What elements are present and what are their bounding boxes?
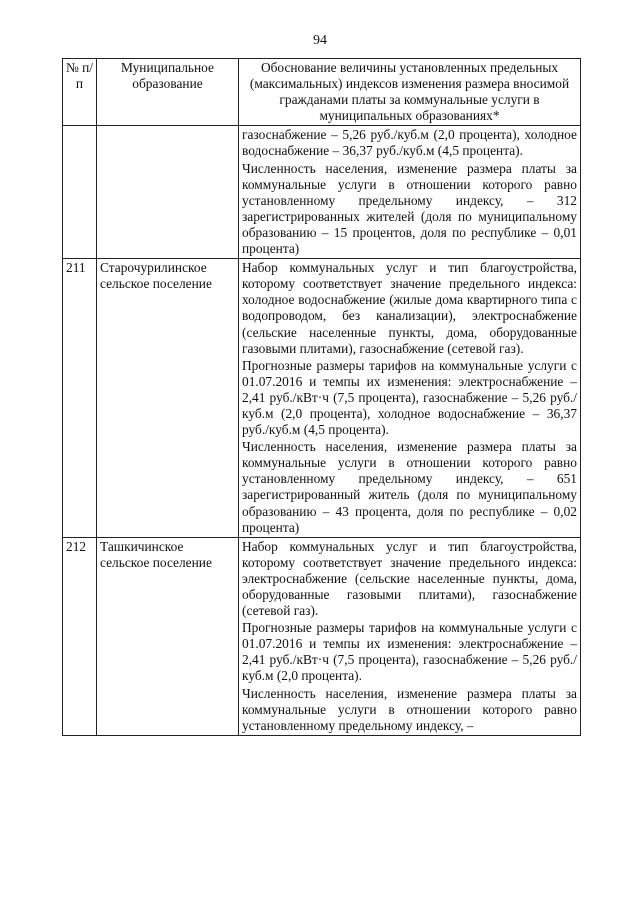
header-number: № п/п [63,59,97,126]
justification-paragraph: Численность населения, изменение размера платы за коммунальные услуги в отношении которого равно установленному предельному индексу, – 312 зарегистрированных жителей (доля по муниципальному образованию – 15 процентов, доля по республике – 0,01 процента) [242,160,577,257]
row-municipality: Ташкичинское сельское поселение [97,537,239,735]
header-justification: Обоснование величины установленных предельных (максимальных) индексов изменения размера вносимой гражданами платы за коммунальные услуги в муниципальных образованиях* [239,59,581,126]
row-municipality: Старочурилинское сельское поселение [97,259,239,538]
table-header-row [63,59,581,126]
justification-paragraph: Численность населения, изменение размера платы за коммунальные услуги в отношении которого равно установленному предельному индексу, – 651 зарегистрированный житель (доля по муниципальному образованию – 43 процента, доля по республике – 0,02 процента) [242,439,577,535]
row-justification [239,537,581,735]
row-justification [239,259,581,538]
row-justification [239,126,581,259]
row-number [63,126,97,259]
justification-paragraph: Численность населения, изменение размера платы за коммунальные услуги в отношении которого равно установленному предельному индексу, – [242,685,577,733]
indices-table [62,58,581,736]
justification-paragraph: Набор коммунальных услуг и тип благоустройства, которому соответствует значение предельного индекса: холодное водоснабжение (жилые дома квартирного типа с водопроводом, без канализации), электроснабжение (сельские населенные пункты, дома, оборудованные газовыми плитами), газоснабжение (сетевой газ). [242,260,577,356]
justification-paragraph: Набор коммунальных услуг и тип благоустройства, которому соответствует значение предельного индекса: электроснабжение (сельские населенные пункты, дома, оборудованные газовыми плитами), газоснабжение (сетевой газ). [242,538,577,619]
header-municipality: Муниципальное образование [97,59,239,126]
row-number: 211 [63,259,97,538]
row-number: 212 [63,537,97,735]
page-number: 94 [313,33,327,48]
row-municipality [97,126,239,259]
table-row [63,126,581,259]
justification-paragraph: Прогнозные размеры тарифов на коммунальные услуги с 01.07.2016 и темпы их изменения: электроснабжение – 2,41 руб./кВт·ч (7,5 процента), газоснабжение – 5,26 руб./куб.м (2,0 процента), холодное водоснабжение – 36,37 руб./куб.м (4,5 процента). [242,357,577,438]
justification-paragraph: Прогнозные размеры тарифов на коммунальные услуги с 01.07.2016 и темпы их изменения: электроснабжение – 2,41 руб./кВт·ч (7,5 процента), газоснабжение – 5,26 руб./куб.м (2,0 процента). [242,620,577,684]
justification-paragraph: газоснабжение – 5,26 руб./куб.м (2,0 процента), холодное водоснабжение – 36,37 руб./куб.м (4,5 процента). [242,127,577,159]
table-row [63,259,581,538]
table-row [63,537,581,735]
